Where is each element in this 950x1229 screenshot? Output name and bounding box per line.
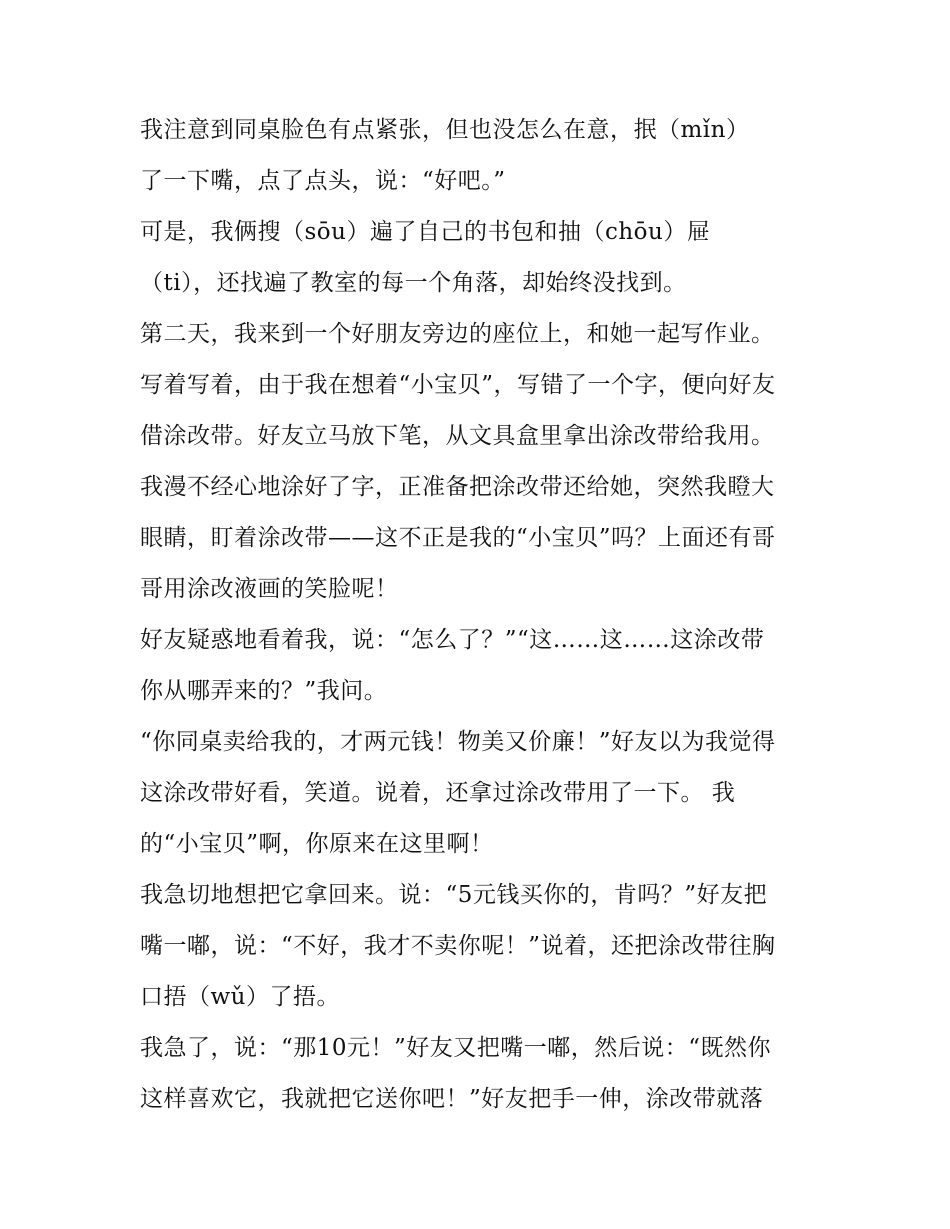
text-line: 这样喜欢它，我就把它送你吧！”好友把手一伸，涂改带就落	[140, 1086, 764, 1112]
text-line: 第二天，我来到一个好朋友旁边的座位上，和她一起写作业。	[140, 321, 775, 347]
text-line: 可是，我俩搜（sōu）遍了自己的书包和抽（chōu）屉	[140, 219, 711, 245]
text-line: 了一下嘴，点了点头，说：“好吧。”	[140, 168, 506, 194]
text-line: “你同桌卖给我的，才两元钱！物美又价廉！”好友以为我觉得	[140, 729, 776, 755]
text-line: 我漫不经心地涂好了字，正准备把涂改带还给她，突然我瞪大	[140, 474, 775, 500]
text-line: 口捂（wǔ）了捂。	[140, 984, 340, 1010]
text-line: 我急了，说：“那10元！”好友又把嘴一嘟，然后说：“既然你	[140, 1035, 772, 1061]
text-line: 哥用涂改液画的笑脸呢！	[140, 576, 399, 602]
text-line: 我注意到同桌脸色有点紧张，但也没怎么在意，抿（mǐn）	[140, 117, 750, 143]
text-line: 写着写着，由于我在想着“小宝贝”，写错了一个字，便向好友	[140, 372, 776, 398]
text-line: 我急切地想把它拿回来。说：“5元钱买你的，肯吗？”好友把	[140, 882, 768, 908]
text-line: 借涂改带。好友立马放下笔，从文具盒里拿出涂改带给我用。	[140, 423, 775, 449]
text-line: 的“小宝贝”啊，你原来在这里啊！	[140, 831, 494, 857]
text-line: （ti），还找遍了教室的每一个角落，却始终没找到。	[140, 270, 687, 296]
story-text	[140, 105, 840, 1125]
text-line: 这涂改带好看，笑道。说着，还拿过涂改带用了一下。 我	[140, 780, 736, 806]
text-line: 嘴一嘟，说：“不好，我才不卖你呢！”说着，还把涂改带往胸	[140, 933, 776, 959]
text-line: 你从哪弄来的？”我问。	[140, 678, 388, 704]
text-line: 好友疑惑地看着我，说：“怎么了？”“这……这……这涂改带	[140, 627, 765, 653]
text-line: 眼睛，盯着涂改带——这不正是我的“小宝贝”吗？上面还有哥	[140, 525, 776, 551]
